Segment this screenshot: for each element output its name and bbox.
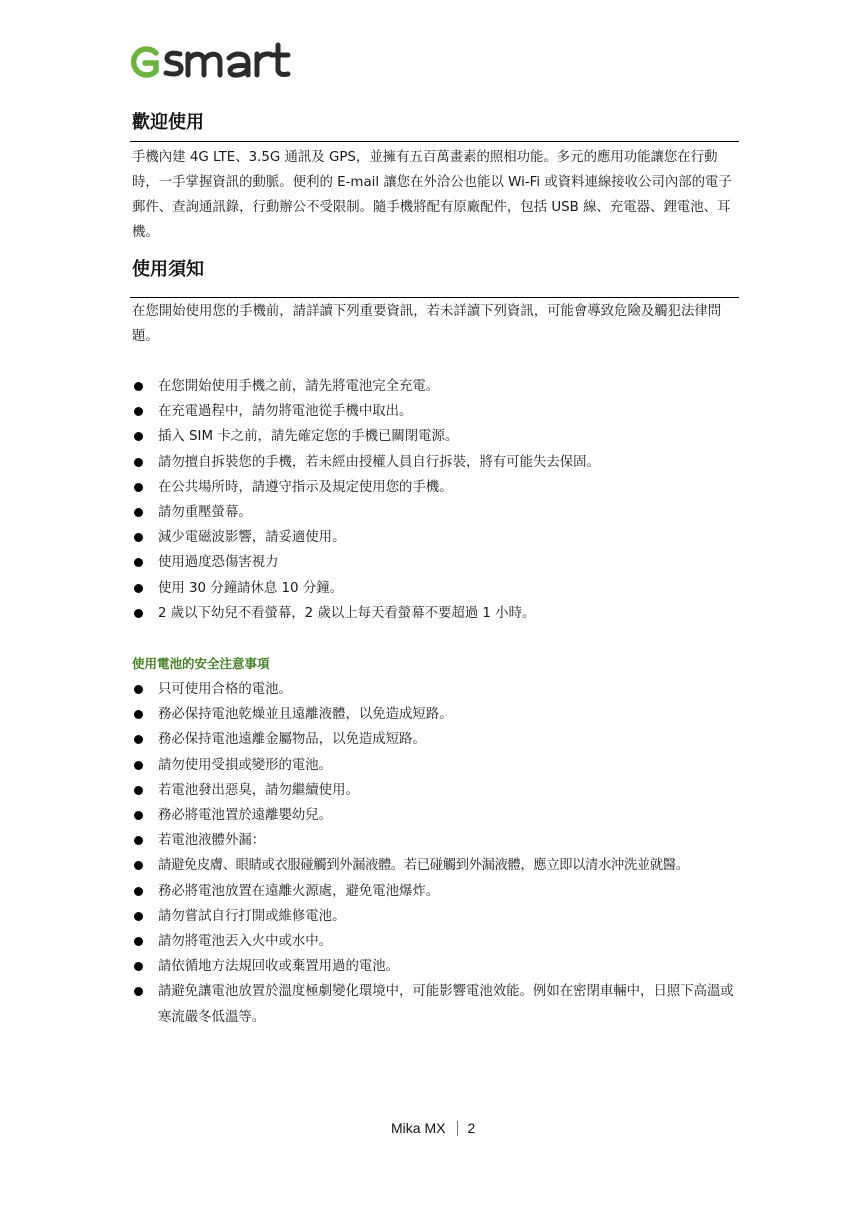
list-item: [132, 879, 740, 904]
notice-heading: 使用須知: [132, 259, 204, 280]
footer-model: Mika MX: [391, 1120, 446, 1136]
list-item: [132, 550, 740, 575]
list-item-text: 在充電過程中，請勿將電池從手機中取出。: [158, 404, 413, 420]
list-item: [132, 803, 740, 828]
list-item-text: 在您開始使用手機之前，請先將電池完全充電。: [158, 379, 440, 394]
list-item: [132, 727, 740, 752]
bullet-icon: [134, 836, 143, 845]
bullet-icon: [134, 533, 143, 542]
list-item-text: 務必保持電池遠離金屬物品，以免造成短路。: [158, 732, 426, 748]
bullet-icon: [134, 584, 143, 593]
list-item: [132, 753, 740, 778]
bullet-icon: [134, 407, 143, 416]
list-item: [132, 828, 740, 853]
bullet-icon: [134, 710, 143, 719]
list-item: [132, 954, 740, 979]
list-item-text: 請避免皮膚、眼睛或衣服碰觸到外漏液體。若已碰觸到外漏液體，應立即以清水沖洗並就醫。: [158, 858, 689, 874]
logo-a-glyph: [229, 54, 248, 75]
list-item-text: 在公共場所時，請遵守指示及規定使用您的手機。: [158, 479, 453, 495]
list-item-text: 務必保持電池乾燥並且遠離液體，以免造成短路。: [158, 707, 453, 723]
list-item-text: 使用過度恐傷害視力: [158, 555, 279, 571]
bullet-icon: [134, 912, 143, 921]
welcome-heading: 歡迎使用: [132, 112, 204, 133]
bullet-icon: [134, 861, 143, 870]
notice-divider: [130, 297, 739, 298]
bullet-icon: [134, 432, 143, 441]
bullet-icon: [134, 483, 143, 492]
list-item-text: 請勿使用受損或變形的電池。: [158, 757, 333, 773]
welcome-divider: [130, 141, 739, 142]
page-number: 2: [467, 1120, 476, 1136]
list-item: [132, 979, 740, 1029]
list-item: [132, 525, 740, 550]
logo-m-glyph: [188, 54, 220, 75]
bullet-icon: [134, 937, 143, 946]
gsmart-logo: [128, 40, 298, 84]
list-item-text: 務必將電池放置在遠離火源處，避免電池爆炸。: [158, 883, 440, 899]
list-item: [132, 424, 740, 449]
list-item-text: 請依循地方法規回收或棄置用過的電池。: [158, 959, 400, 975]
logo-t-glyph: [271, 45, 288, 75]
bullet-icon: [134, 786, 143, 795]
footer-separator: [457, 1121, 458, 1136]
logo-r-glyph: [257, 54, 270, 75]
list-item-text: 請勿嘗試自行打開或維修電池。: [158, 908, 346, 924]
list-item: [132, 677, 740, 702]
bullet-icon: [134, 962, 143, 971]
logo-s-glyph: [166, 53, 181, 74]
bullet-icon: [134, 735, 143, 744]
list-item: [132, 601, 740, 626]
list-item: [132, 399, 740, 424]
page-footer: [391, 1118, 475, 1138]
list-item-text: 請勿重壓螢幕。: [158, 505, 252, 521]
bullet-icon: [134, 811, 143, 820]
list-item: [132, 374, 740, 399]
welcome-paragraph: 手機內建 4G LTE、3.5G 通訊及 GPS，並擁有五百萬畫素的照相功能。多元的應用功能讓您在行動時，一手掌握資訊的動脈。便利的 E-mail 讓您在外洽公也能以 Wi-Fi 或資料連線接收公司內部的電子郵件、查詢通訊錄，行動辦公不受限制。隨手機將配有原廠配件，包括 USB 線、充電器、鋰電池、耳機。: [132, 150, 732, 240]
list-item-text: 插入 SIM 卡之前，請先確定您的手機已關閉電源。: [158, 429, 459, 445]
list-item: [132, 450, 740, 475]
bullet-icon: [134, 685, 143, 694]
bullet-icon: [134, 558, 143, 567]
list-item: [132, 778, 740, 803]
list-item-text: 若電池發出惡臭，請勿繼續使用。: [158, 782, 359, 798]
notice-list: [132, 374, 740, 626]
list-item-text: 請避免讓電池放置於溫度極劇變化環境中，可能影響電池效能。例如在密閉車輛中，日照下高溫或寒流嚴冬低溫等。: [158, 984, 734, 1025]
list-item: [132, 929, 740, 954]
bullet-icon: [134, 508, 143, 517]
list-item-text: 使用 30 分鐘請休息 10 分鐘。: [158, 580, 344, 596]
battery-safety-heading: 使用電池的安全注意事項: [132, 656, 270, 671]
bullet-icon: [134, 609, 143, 618]
bullet-icon: [134, 382, 143, 391]
logo-g-glyph: [134, 49, 156, 75]
battery-list: [132, 677, 740, 1030]
list-item: [132, 702, 740, 727]
bullet-icon: [134, 458, 143, 467]
list-item: [132, 904, 740, 929]
list-item: [132, 576, 740, 601]
bullet-icon: [134, 887, 143, 896]
list-item: [132, 500, 740, 525]
list-item-text: 2 歲以下幼兒不看螢幕，2 歲以上每天看螢幕不要超過 1 小時。: [158, 605, 536, 621]
list-item: [132, 853, 740, 878]
list-item: [132, 475, 740, 500]
notice-paragraph: 在您開始使用您的手機前，請詳讀下列重要資訊，若未詳讀下列資訊，可能會導致危險及觸犯法律問題。: [132, 304, 722, 344]
list-item-text: 只可使用合格的電池。: [158, 682, 292, 697]
list-item-text: 請勿擅自拆裝您的手機，若未經由授權人員自行拆裝，將有可能失去保固。: [158, 454, 600, 470]
bullet-icon: [134, 761, 143, 770]
list-item-text: 務必將電池置於遠離嬰幼兒。: [158, 808, 333, 824]
gsmart-logo-mark: [128, 40, 298, 84]
list-item-text: 請勿將電池丟入火中或水中。: [158, 934, 333, 950]
list-item-text: 減少電磁波影響，請妥適使用。: [158, 530, 346, 546]
bullet-icon: [134, 987, 143, 996]
list-item-text: 若電池液體外漏：: [158, 833, 266, 849]
